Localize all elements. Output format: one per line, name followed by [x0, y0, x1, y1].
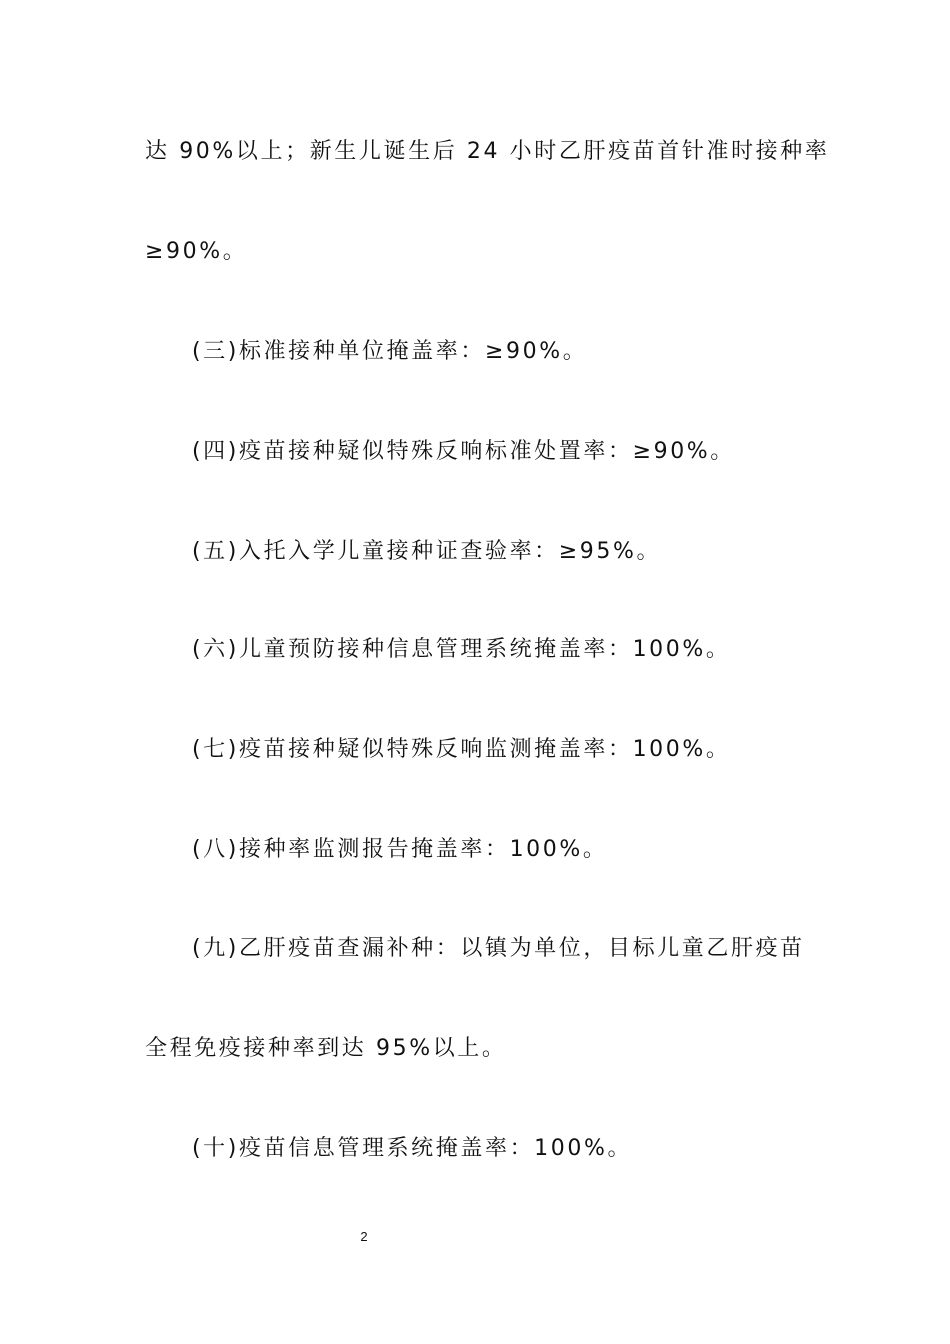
list-item-9-continued: 全程免疫接种率到达 95%以上。 — [145, 1036, 507, 1061]
list-item-4: (四)疫苗接种疑似特殊反响标准处置率：≥90%。 — [192, 439, 735, 464]
list-item-7: (七)疫苗接种疑似特殊反响监测掩盖率：100%。 — [192, 737, 731, 762]
list-item-10: (十)疫苗信息管理系统掩盖率：100%。 — [192, 1136, 633, 1161]
list-item-3: (三)标准接种单位掩盖率：≥90%。 — [192, 339, 588, 364]
list-item-5: (五)入托入学儿童接种证查验率：≥95%。 — [192, 539, 662, 564]
list-item-8: (八)接种率监测报告掩盖率：100%。 — [192, 837, 608, 862]
list-item-9: (九)乙肝疫苗查漏补种：以镇为单位，目标儿童乙肝疫苗 — [192, 936, 805, 961]
text-line-1: 达 90%以上；新生儿诞生后 24 小时乙肝疫苗首针准时接种率 — [145, 139, 830, 164]
list-item-6: (六)儿童预防接种信息管理系统掩盖率：100%。 — [192, 637, 731, 662]
page-number: 2 — [360, 1229, 368, 1244]
text-line-2: ≥90%。 — [145, 239, 248, 264]
